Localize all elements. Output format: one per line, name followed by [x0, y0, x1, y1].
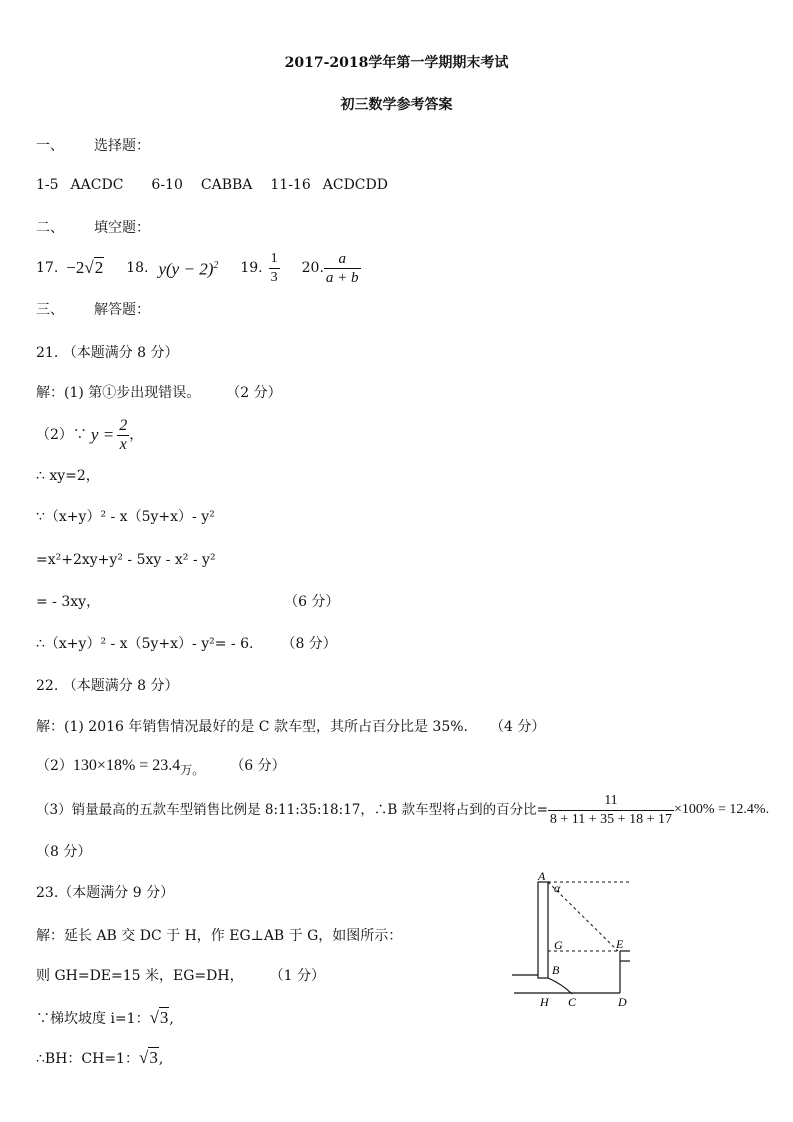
section-label: 解答题： [94, 302, 150, 318]
choice-answer: CABBA [200, 177, 253, 193]
q23-given: 则 GH=DE=15 米，EG=DH， [36, 968, 244, 984]
building [538, 882, 548, 978]
choice-range: 6-10 [151, 177, 183, 193]
label-d: D [618, 995, 627, 1009]
q23-sqrt: √3 [138, 1048, 158, 1067]
q23-ratio: ∴BH：CH=1： [36, 1051, 139, 1067]
score: （4 分） [490, 719, 546, 735]
q19-denominator: 3 [270, 269, 278, 285]
q17-radicand: 2 [94, 258, 104, 277]
label-b: B [552, 963, 560, 977]
choice-range: 1-5 [36, 177, 59, 193]
q22-line1 [36, 718, 545, 736]
q22-denominator: 8 + 11 + 35 + 18 + 17 [549, 811, 672, 827]
q22-result: ×100% = 12.4%. [673, 802, 770, 817]
section-solve [36, 301, 150, 319]
q21-line6 [36, 593, 339, 611]
doc-title: 2017-2018学年第一学期期末考试 [284, 55, 509, 71]
q21-line2 [36, 415, 143, 455]
q21-denominator: x [119, 435, 127, 453]
q23-sqrt: √3 [149, 1008, 169, 1027]
q22-part2-label: （2） [36, 758, 73, 774]
fill-answers [36, 248, 361, 288]
q19-fraction [269, 250, 280, 287]
score: （6 分） [284, 594, 340, 610]
section-num: 一、 [36, 138, 64, 154]
q21-fraction [117, 417, 129, 454]
q21-line7 [36, 635, 337, 653]
q22-fraction [548, 792, 674, 829]
q21-line3: ∴ xy=2， [36, 468, 100, 484]
q18-exponent: 2 [213, 260, 219, 272]
q19-num: 19. [240, 260, 263, 276]
q23-heading: 23.（本题满分 9 分） [36, 885, 175, 901]
q23-comma: , [169, 1011, 174, 1027]
section-num: 二、 [36, 220, 64, 236]
geometry-figure [510, 868, 640, 1010]
q20-num: 20. [301, 260, 324, 276]
q18-expr: y(y − 2) [158, 259, 214, 279]
q21-step1: 解：(1) 第①步出现错误。 [36, 385, 201, 401]
label-a: A [538, 869, 546, 883]
choice-range: 11-16 [270, 177, 311, 193]
label-alpha: α [554, 881, 561, 895]
q21-heading: 21. （本题满分 8 分） [36, 345, 179, 361]
label-c: C [568, 995, 577, 1009]
score: （2 分） [226, 385, 282, 401]
q18-answer [158, 257, 218, 279]
score: （6 分） [230, 758, 286, 774]
slope-bc [548, 978, 572, 994]
q21-line1 [36, 384, 282, 402]
q22-numerator: 11 [548, 792, 674, 811]
q22-line3 [36, 790, 769, 830]
score: （8 分） [281, 636, 337, 652]
q23-comma: , [158, 1051, 164, 1067]
section-label: 选择题： [94, 138, 150, 154]
label-g: G [554, 938, 563, 952]
q21-result: = - 3xy， [36, 594, 101, 610]
q22-heading: 22. （本题满分 8 分） [36, 678, 179, 694]
q19-numerator: 1 [269, 250, 280, 269]
q18-num: 18. [126, 260, 149, 276]
label-e: E [616, 937, 624, 951]
q17-coef: −2 [66, 258, 85, 277]
q21-line5: =x²+2xy+y² - 5xy - x² - y² [36, 552, 216, 568]
q23-line1: 解：延长 AB 交 DC 于 H，作 EG⊥AB 于 G，如图所示： [36, 928, 403, 944]
section-fill [36, 219, 150, 237]
section-choice [36, 137, 150, 155]
q23-line3 [36, 1009, 174, 1028]
section-num: 三、 [36, 302, 64, 318]
q17-answer: −2√2 [66, 258, 104, 277]
q20-denominator: a + b [325, 269, 359, 286]
section-label: 填空题： [94, 220, 150, 236]
q21-part2-label: （2）∵ [36, 427, 87, 443]
q22-line2 [36, 757, 286, 775]
q20-numerator: a [324, 250, 361, 269]
q22-part1: 解：(1) 2016 年销售情况最好的是 C 款车型，其所占百分比是 35%. [36, 719, 468, 735]
q20-fraction [324, 250, 361, 287]
q23-radicand: 3 [149, 1048, 158, 1067]
q21-comma: ， [129, 427, 144, 443]
score: （1 分） [269, 968, 325, 984]
choice-answer: ACDCDD [322, 177, 388, 193]
label-h: H [540, 995, 549, 1009]
q17-num: 17. [36, 260, 59, 276]
choice-answers [36, 176, 388, 194]
q21-numerator: 2 [119, 416, 128, 434]
q23-radicand: 3 [159, 1008, 169, 1027]
q21-line4: ∵（x+y）² - x（5y+x）- y² [36, 509, 215, 525]
q23-slope: ∵梯坎坡度 i=1： [36, 1011, 150, 1027]
q22-part3: （3）销量最高的五款车型销售比例是 8:11:35:18:17，∴B 款车型将占到的百分比= [36, 802, 548, 818]
q21-conclusion: ∴（x+y）² - x（5y+x）- y²= - 6. [36, 636, 254, 652]
q23-line2 [36, 967, 325, 985]
choice-answer: AACDC [70, 177, 124, 193]
q22-unit: 万。 [180, 763, 205, 777]
q21-y-equals: y = [90, 425, 115, 444]
q22-expression: 130×18% = 23.4 [72, 757, 181, 774]
q23-line4 [36, 1049, 163, 1068]
q22-line4: （8 分） [36, 844, 92, 860]
doc-subtitle: 初三数学参考答案 [340, 97, 453, 113]
